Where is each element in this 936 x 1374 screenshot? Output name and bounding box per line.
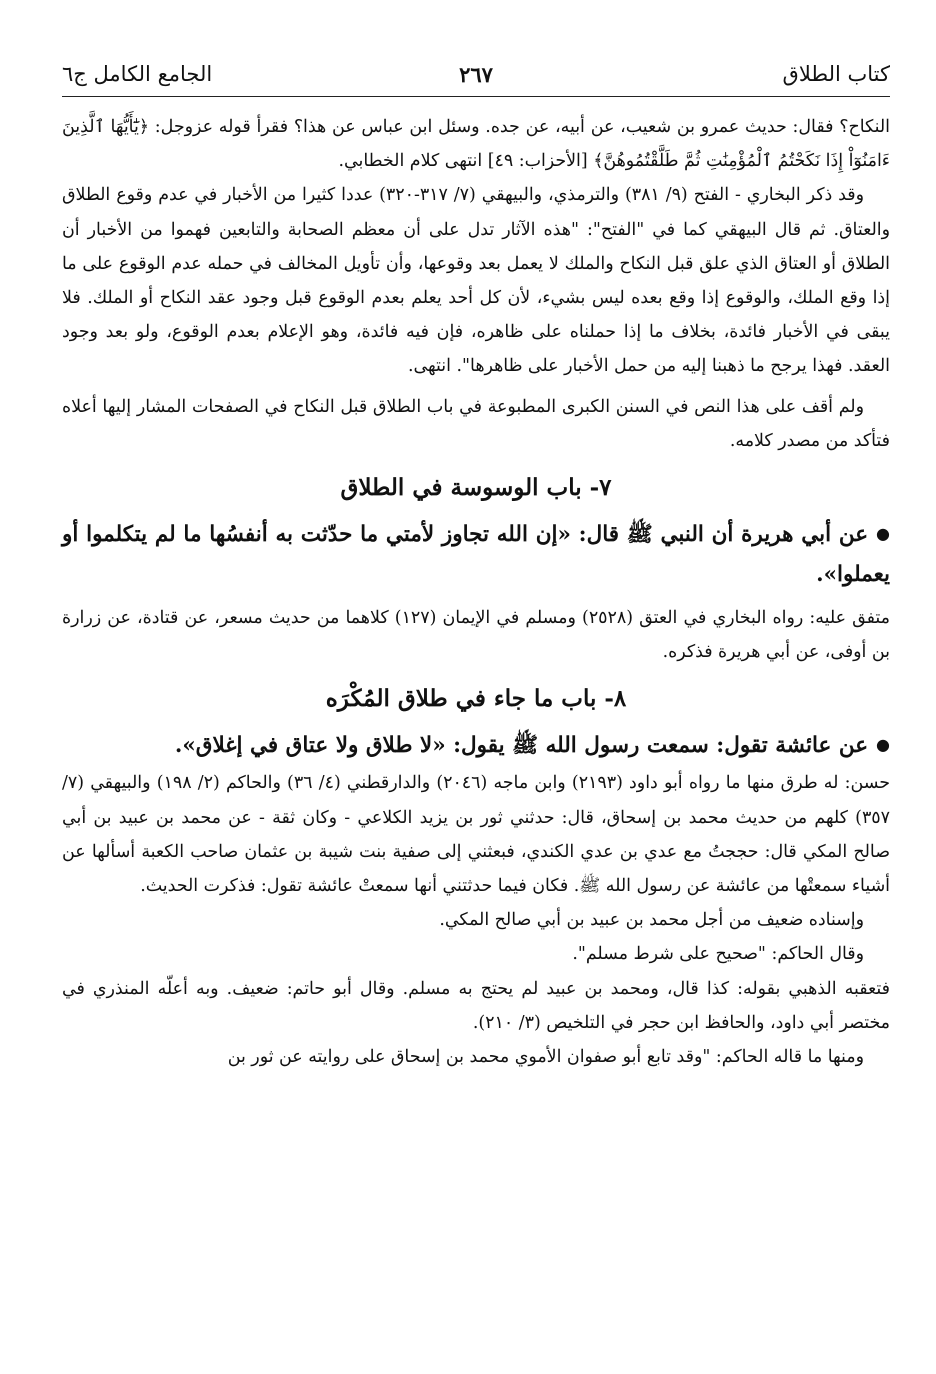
book-title: كتاب الطلاق [782, 62, 890, 86]
page [62, 56, 890, 1074]
bullet-icon: ● [876, 735, 890, 755]
paragraph-bukhari-bayhaqi: وقد ذكر البخاري - الفتح (٩/ ٣٨١) والترمذي، والبيهقي (٧/ ٣١٧-٣٢٠) عددا كثيرا من الأخبار في عدم وقوع الطلاق والعتاق. ثم قال البيهقي كما في "الفتح": "هذه الآثار تدل على أن معظم الصحابة والتابعين فهموا من الأخبار أن الطلاق أو العتاق الذي علق قبل النكاح والملك لا يعمل بعد وقوعها، وأن تأويل المخالف في حمله عدم الوقوع على ما إذا وقع الملك، والوقوع إذا وقع بعده ليس بشيء، لأن كل أحد يعلم بعدم الوقوع قبل وجود عقد النكاح أو الملك. فلا يبقى في الأخبار فائدة، بخلاف ما إذا حملناه على ظاهره، فإن فيه فائدة، وهو الإعلام بعدم الوقوع، ولو بعد وجود العقد. فهذا يرجح ما ذهبنا إليه من حمل الأخبار على ظاهرها". انتهى. [62, 185, 890, 377]
running-header [62, 56, 890, 97]
bullet-icon: ● [876, 524, 890, 544]
paragraph-hasan: حسن: له طرق منها ما رواه أبو داود (٢١٩٣) وابن ماجه (٢٠٤٦) والدارقطني (٤/ ٣٦) والحاكم (٢/ ١٩٨) والبيهقي (٧/ ٣٥٧) كلهم من حديث محمد بن إسحاق، قال: حدثني ثور بن يزيد الكلاعي - وكان ثقة - عن محمد بن عبيد بن أبي صالح المكي قال: حججتُ مع عدي بن عدي الكندي، فبعثني إلى صفية بنت شيبة بن عثمان صاحب الكعبة أسألها عن أشياء سمعتْها من عائشة عن رسول الله ﷺ. فكان فيما حدثتني أنها سمعتْ عائشة تقول: فذكرت الحديث. [62, 773, 890, 897]
hadith-aisha [62, 725, 890, 766]
section-heading-8: ٨- باب ما جاء في طلاق المُكْرَه [325, 685, 627, 713]
paragraph-note: ولم أقف على هذا النص في السنن الكبرى المطبوعة في باب الطلاق قبل النكاح في الصفحات المشار إليها أعلاه فتأكد من مصدر كلامه. [62, 396, 890, 451]
paragraph-khattabi: النكاح؟ فقال: حديث عمرو بن شعيب، عن أبيه، عن جده. وسئل ابن عباس عن هذا؟ فقرأ قوله عزوجل: ﴿يَٰٓأَيُّهَا ٱلَّذِينَ ءَامَنُوٓاْ إِذَا نَكَحْتُمُ ٱلْمُؤْمِنَٰتِ ثُمَّ طَلَّقْتُمُوهُنَّ﴾ [الأحزاب: ٤٩] انتهى كلام الخطابي. [62, 117, 890, 172]
paragraph-hakim: وقال الحاكم: "صحيح على شرط مسلم". [572, 944, 864, 965]
hadith-text: عن عائشة تقول: سمعت رسول الله ﷺ يقول: «لا طلاق ولا عتاق في إغلاق». [174, 733, 869, 759]
commentary-continued [62, 110, 890, 458]
hadith-text: عن أبي هريرة أن النبي ﷺ قال: «إن الله تجاوز لأمتي ما حدّثت به أنفسُها ما لم يتكلموا أو يعملوا». [62, 522, 890, 588]
paragraph-hakim-2: ومنها ما قاله الحاكم: "وقد تابع أبو صفوان الأموي محمد بن إسحاق على روايته عن ثور بن [227, 1047, 864, 1068]
paragraph-dhahabi: فتعقبه الذهبي بقوله: كذا قال، ومحمد بن عبيد لم يحتج به مسلم. وقال أبو حاتم: ضعيف. وبه أعلّه المنذري في مختصر أبي داود، والحافظ ابن حجر في التلخيص (٣/ ٢١٠). [62, 978, 890, 1033]
page-number: ٢٦٧ [459, 62, 493, 87]
hadith-abu-hurayra [62, 514, 890, 595]
takhrij-section-7: متفق عليه: رواه البخاري في العتق (٢٥٢٨) ومسلم في الإيمان (١٢٧) كلاهما من حديث مسعر، عن قتادة، عن زرارة بن أوفى، عن أبي هريرة فذكره. [62, 608, 890, 663]
volume-title: الجامع الكامل ج٦ [62, 62, 213, 86]
paragraph-isnad: وإسناده ضعيف من أجل محمد بن عبيد بن أبي صالح المكي. [439, 910, 864, 931]
section-heading-7: ٧- باب الوسوسة في الطلاق [340, 474, 612, 502]
